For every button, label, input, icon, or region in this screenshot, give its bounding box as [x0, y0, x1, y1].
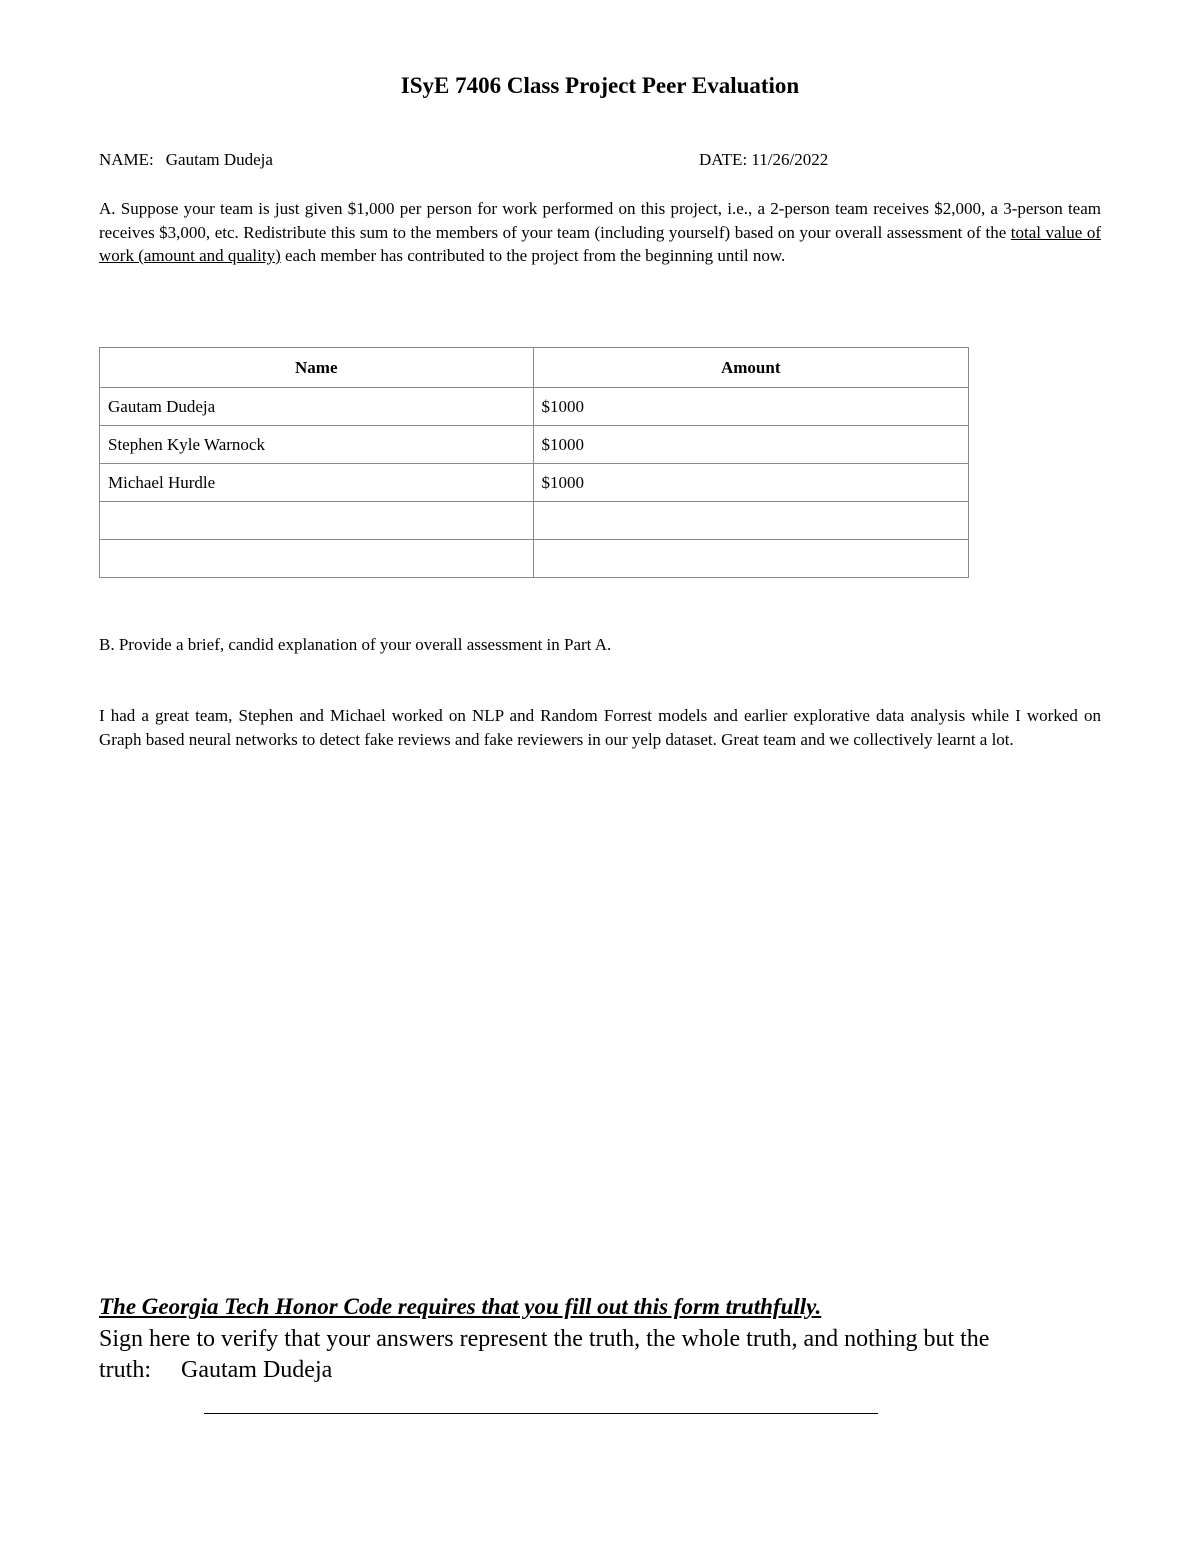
member-name-cell: Stephen Kyle Warnock — [100, 426, 534, 464]
member-name-cell: Gautam Dudeja — [100, 388, 534, 426]
member-name-cell — [100, 502, 534, 540]
table-row — [100, 502, 969, 540]
part-a-text-before: A. Suppose your team is just given $1,000 per person for work performed on this project, i.e., a 2-person team receives $2,000, a 3-person team receives $3,000, etc. Redistribute this sum to the members of your team (including yourself) based on your overall assessment of the — [99, 199, 1101, 242]
date-field — [699, 149, 828, 171]
column-header-amount: Amount — [533, 348, 969, 388]
member-name-cell: Michael Hurdle — [100, 464, 534, 502]
sign-text: Sign here to verify that your answers represent the truth, the whole truth, and nothing but the truth: — [99, 1326, 990, 1383]
table-header-row — [100, 348, 969, 388]
date-value: 11/26/2022 — [751, 150, 829, 169]
part-a-underlined-text: total value of work (amount and quality) — [99, 222, 1101, 265]
table-row — [100, 540, 969, 578]
date-label: DATE: — [699, 150, 748, 169]
signature-statement — [99, 1324, 1101, 1386]
part-b-prompt: B. Provide a brief, candid explanation of your overall assessment in Part A. — [99, 635, 612, 654]
member-name-cell — [100, 540, 534, 578]
amount-cell: $1000 — [533, 426, 969, 464]
name-value: Gautam Dudeja — [165, 150, 273, 169]
table-row — [100, 426, 969, 464]
signature-line — [204, 1413, 878, 1414]
name-field — [99, 149, 273, 171]
part-a-text-after: each member has contributed to the project from the beginning until now. — [280, 246, 786, 265]
explanation-text: I had a great team, Stephen and Michael worked on NLP and Random Forrest models and earlier explorative data analysis while I worked on Graph based neural networks to detect fake reviews and fake reviewers in our yelp dataset. Great team and we collectively learnt a lot. — [99, 706, 1101, 749]
allocation-table — [99, 347, 969, 578]
signer-name: Gautam Dudeja — [181, 1357, 333, 1383]
amount-cell — [533, 540, 969, 578]
amount-cell: $1000 — [533, 388, 969, 426]
page-title: ISyE 7406 Class Project Peer Evaluation — [400, 73, 800, 98]
part-a-instructions — [99, 197, 1101, 268]
amount-cell — [533, 502, 969, 540]
name-label: NAME: — [99, 150, 154, 169]
honor-code-statement: The Georgia Tech Honor Code requires that you fill out this form truthfully. — [99, 1294, 822, 1319]
amount-cell: $1000 — [533, 464, 969, 502]
table-row — [100, 388, 969, 426]
table-row — [100, 464, 969, 502]
column-header-name: Name — [100, 348, 534, 388]
